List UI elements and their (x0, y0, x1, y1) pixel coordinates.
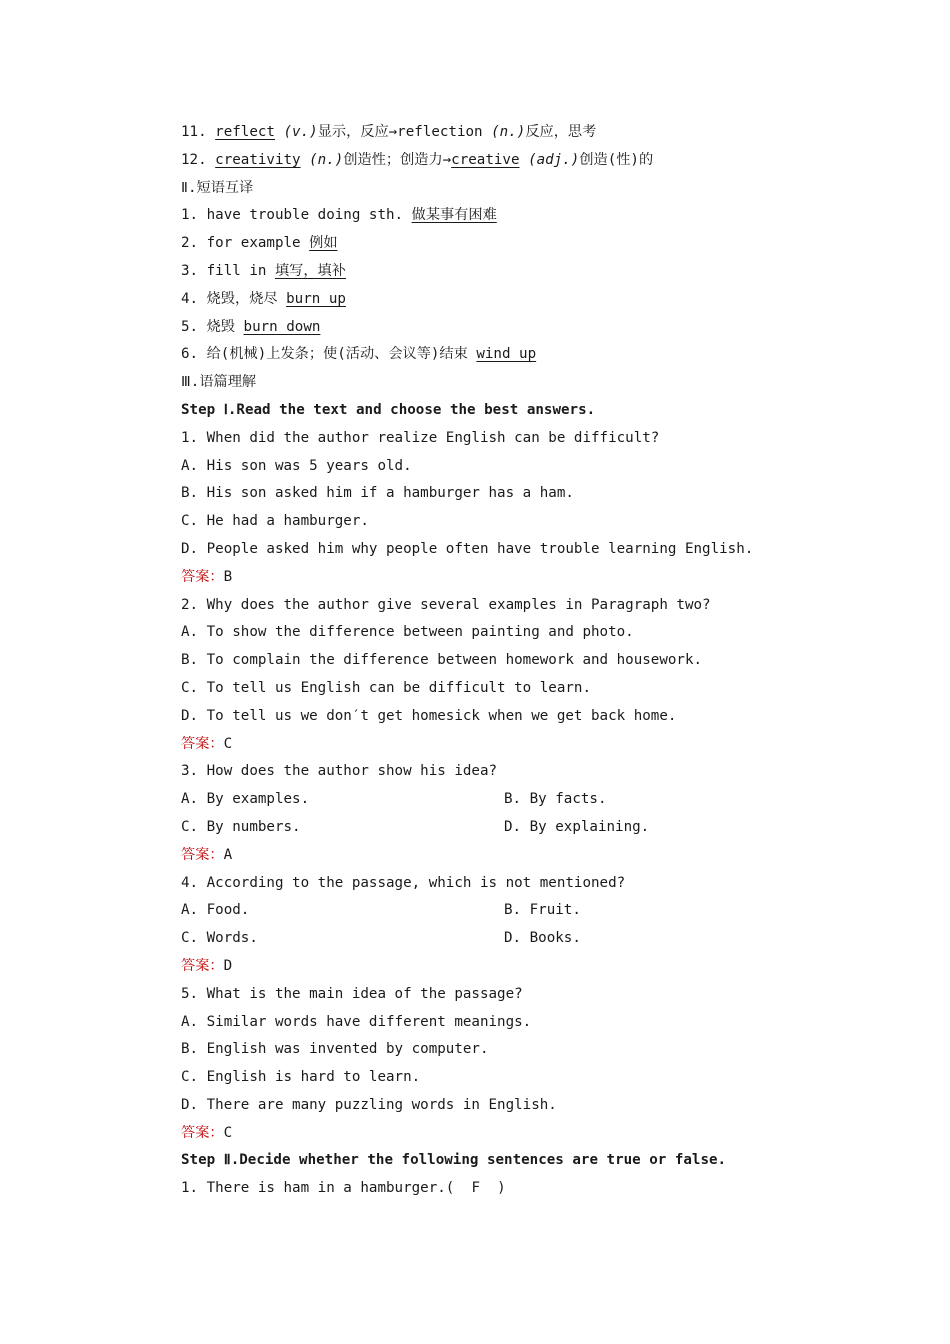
answer-label: 答案： (181, 1124, 224, 1141)
question-text: 4. According to the passage, which is not mentioned? (181, 874, 626, 891)
answer-label: 答案： (181, 957, 224, 974)
phrase-prompt: 5. 烧毁 (181, 318, 244, 335)
phrase-item (181, 202, 801, 230)
option: B. Fruit. (504, 902, 581, 919)
answer-value: C (223, 1124, 233, 1141)
phrase-prompt: 1. have trouble doing sth. (181, 207, 412, 224)
vocab-item (181, 119, 801, 147)
section-title: Ⅲ.语篇理解 (181, 374, 257, 391)
answer-value: A (223, 846, 233, 863)
tf-answer: F (471, 1180, 480, 1197)
option: C. He had a hamburger. (181, 513, 369, 530)
answer-line (181, 731, 801, 759)
vocab-meaning: 显示，反应→ (317, 124, 398, 140)
vocab-meaning: 创造性；创造力→ (343, 151, 452, 168)
option-row (181, 786, 801, 814)
answer-value: D (223, 957, 233, 974)
vocab-meaning: 创造(性)的 (579, 151, 654, 168)
section-title: Ⅱ.短语互译 (181, 179, 254, 196)
answer-value: B (223, 568, 233, 585)
answer-label: 答案： (181, 846, 224, 863)
phrase-item (181, 314, 801, 342)
step-title: Step Ⅱ.Decide whether the following sentences are true or false. (181, 1152, 727, 1169)
question-text: 5. What is the main idea of the passage? (181, 985, 523, 1002)
option: D. People asked him why people often have trouble learning English. (181, 540, 754, 557)
true-false-item (181, 1175, 801, 1203)
option: D. By explaining. (504, 818, 650, 835)
option: C. By numbers. (181, 818, 301, 835)
question-text: 2. Why does the author give several examples in Paragraph two? (181, 596, 711, 613)
phrase-answer: burn up (286, 290, 346, 307)
phrase-answer: 做某事有困难 (411, 207, 497, 224)
option: A. To show the difference between painting and photo. (181, 624, 634, 641)
vocab-pos: (n.) (309, 151, 344, 168)
phrase-answer: 例如 (309, 235, 338, 252)
phrase-answer: burn down (243, 318, 321, 335)
answer-label: 答案： (181, 735, 224, 752)
option: A. Food. (181, 902, 250, 919)
option-row (181, 814, 801, 842)
vocab-answer: creativity (215, 151, 301, 168)
phrase-prompt: 6. 给(机械)上发条；使(活动、会议等)结束 (181, 346, 477, 363)
option: D. There are many puzzling words in English. (181, 1096, 557, 1113)
vocab-number: 12. (181, 151, 207, 168)
option: C. To tell us English can be difficult to learn. (181, 679, 591, 696)
phrase-answer: 填写，填补 (274, 262, 346, 279)
phrase-item (181, 258, 801, 286)
phrase-item (181, 286, 801, 314)
option: A. By examples. (181, 791, 310, 808)
option: B. English was invented by computer. (181, 1041, 489, 1058)
step-title: Step Ⅰ.Read the text and choose the best answers. (181, 401, 596, 418)
option: B. By facts. (504, 791, 607, 808)
phrase-item (181, 230, 801, 258)
option: C. Words. (181, 930, 258, 947)
option: D. Books. (504, 930, 581, 947)
phrase-answer: wind up (476, 346, 537, 363)
option: B. To complain the difference between homework and housework. (181, 652, 703, 669)
option: B. His son asked him if a hamburger has a ham. (181, 485, 574, 502)
document-page (181, 119, 801, 1203)
answer-line (181, 842, 801, 870)
answer-line (181, 564, 801, 592)
phrase-item (181, 341, 801, 369)
option-row (181, 925, 801, 953)
vocab-pos: (v.) (283, 124, 318, 140)
tf-close-paren: ) (497, 1180, 506, 1197)
option: A. His son was 5 years old. (181, 457, 412, 474)
answer-label: 答案： (181, 568, 224, 585)
answer-line (181, 953, 801, 981)
vocab-answer: reflect (215, 124, 275, 140)
vocab-number: 11. (181, 124, 207, 140)
vocab-item (181, 147, 801, 175)
option: C. English is hard to learn. (181, 1069, 421, 1086)
option-row (181, 897, 801, 925)
question-text: 1. When did the author realize English can be difficult? (181, 429, 660, 446)
phrase-prompt: 2. for example (181, 235, 310, 252)
answer-value: C (223, 735, 233, 752)
tf-statement: 1. There is ham in a hamburger.( (181, 1180, 455, 1197)
answer-line (181, 1120, 801, 1148)
vocab-pos: (n.) (491, 124, 526, 140)
question-text: 3. How does the author show his idea? (181, 763, 498, 780)
vocab-pos: (adj.) (528, 151, 580, 168)
option: D. To tell us we don′t get homesick when we get back home. (181, 707, 677, 724)
phrase-prompt: 3. fill in (181, 262, 275, 279)
vocab-meaning: 反应，思考 (525, 124, 597, 140)
vocab-derived-answer: creative (451, 151, 520, 168)
phrase-prompt: 4. 烧毁，烧尽 (181, 290, 287, 307)
vocab-derived-word: reflection (397, 124, 483, 140)
option: A. Similar words have different meanings. (181, 1013, 532, 1030)
